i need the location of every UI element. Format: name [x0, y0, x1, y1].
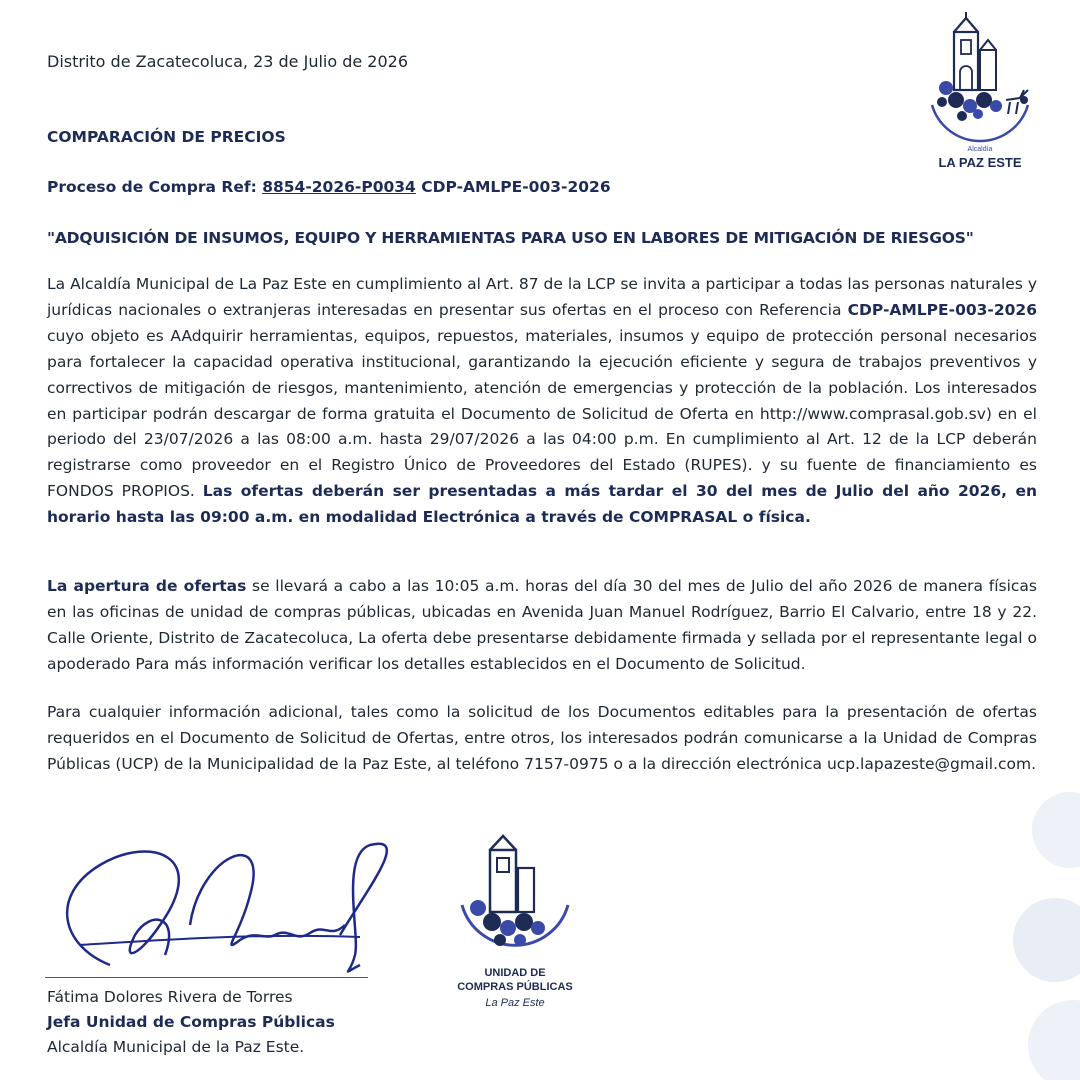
signatory-role: Jefa Unidad de Compras Públicas — [47, 1013, 335, 1031]
subject-title: "ADQUISICIÓN DE INSUMOS, EQUIPO Y HERRAMIENTAS PARA USO EN LABORES DE MITIGACIÓN DE RIESGOS" — [47, 229, 974, 247]
seal-line1: UNIDAD DE — [484, 967, 546, 979]
p1-text-a: La Alcaldía Municipal de La Paz Este en cumplimiento al Art. 87 de la LCP se invita a participar a todas las personas naturales y jurídicas nacionales o extranjeras interesadas en presentar sus ofertas en el proceso con Referencia — [47, 275, 1037, 319]
date-line: Distrito de Zacatecoluca, 23 de Julio de 2026 — [47, 52, 409, 71]
paragraph-opening — [47, 574, 1037, 678]
process-ref — [47, 178, 611, 196]
signature-line — [45, 977, 368, 978]
paragraph-contact: Para cualquier información adicional, tales como la solicitud de los Documentos editables para la presentación de ofertas requeridos en el Documento de Solicitud de Ofertas, entre otros, los interesados podrán comunicarse a la Unidad de Compras Públicas (UCP) de la Municipalidad de la Paz Este, al teléfono 7157-0975 o a la dirección electrónica ucp.lapazeste@gmail.com. — [47, 703, 1037, 773]
seal-line2: COMPRAS PÚBLICAS — [457, 981, 573, 993]
process-ref-number: 8854-2026-P0034 — [262, 178, 416, 196]
handwritten-signature — [40, 815, 400, 985]
p1-ref-bold: CDP-AMLPE-003-2026 — [847, 300, 1037, 319]
p2-lead-bold: La apertura de ofertas — [47, 577, 247, 595]
signatory-block — [47, 985, 335, 1060]
heading: COMPARACIÓN DE PRECIOS — [47, 128, 286, 146]
logo-name: LA PAZ ESTE — [938, 155, 1022, 170]
process-ref-code: CDP-AMLPE-003-2026 — [415, 178, 611, 196]
process-label: Proceso de Compra Ref: — [47, 178, 263, 196]
compras-seal — [440, 830, 590, 1020]
p1-deadline-bold: Las ofertas deberán ser presentadas a más tardar el 30 del mes de Julio del año 2026, en horario hasta las 09:00 a.m. en modalidad Electrónica a través de COMPRASAL o física. — [47, 482, 1037, 527]
p1-text-b: cuyo objeto es AAdquirir herramientas, equipos, repuestos, materiales, insumos y equipo de protección personal necesarios para fortalecer la capacidad operativa institucional, garantizando la ejecución eficiente y segura de trabajos preventivos y correctivos de mitigación de riesgos, mantenimiento, atención de emergencias y protección de la población. Los interesados en participar podrán descargar de forma gratuita el Documento de Solicitud de Oferta en http://www.comprasal.gob.sv) en el periodo del 23/07/2026 a las 08:00 a.m. hasta 29/07/2026 a las 04:00 p.m. En cumplimiento al Art. 12 de la LCP deberán registrarse como proveedor en el Registro Único de Proveedores del Estado (RUPES). y su fuente de financiamiento es FONDOS PROPIOS. — [47, 326, 1037, 501]
alcaldia-logo — [920, 10, 1040, 175]
signatory-name: Fátima Dolores Rivera de Torres — [47, 988, 293, 1006]
paragraph-invitation — [47, 272, 1037, 531]
logo-small-text: Alcaldía — [967, 146, 993, 153]
p2-text: se llevará a cabo a las 10:05 a.m. horas del día 30 del mes de Julio del año 2026 de manera físicas en las oficinas de unidad de compras públicas, ubicadas en Avenida Juan Manuel Rodríguez, Barrio El Calvario, entre 18 y 22. Calle Oriente, Distrito de Zacatecoluca, La oferta debe presentarse debidamente firmada y sellada por el representante legal o apoderado Para más información verificar los detalles establecidos en el Documento de Solicitud. — [47, 577, 1037, 673]
signatory-org: Alcaldía Municipal de la Paz Este. — [47, 1038, 305, 1056]
seal-line3: La Paz Este — [485, 997, 545, 1009]
decorative-circles — [985, 790, 1080, 1080]
